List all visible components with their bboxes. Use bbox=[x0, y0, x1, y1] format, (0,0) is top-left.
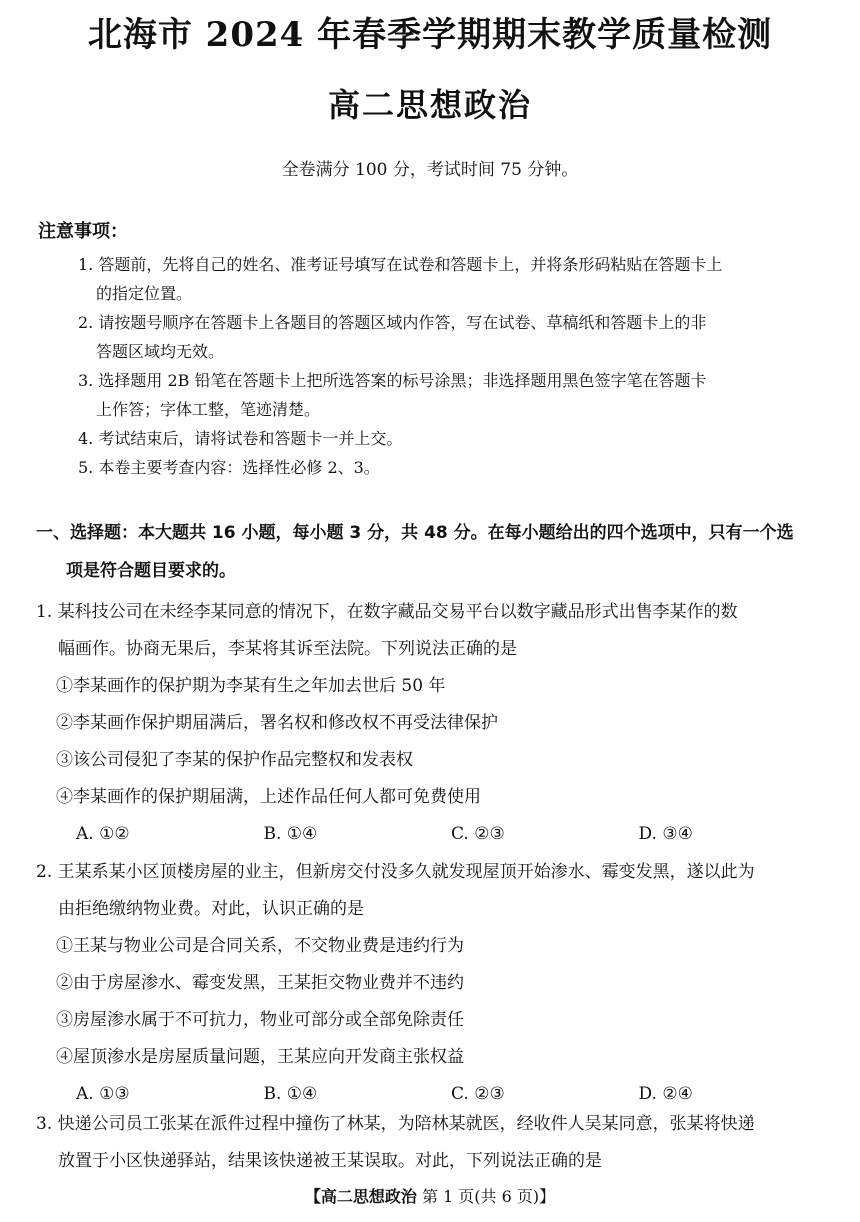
question-option: ③该公司侵犯了李某的保护作品完整权和发表权 bbox=[56, 750, 413, 770]
question-3 bbox=[36, 1106, 826, 1180]
notice-item bbox=[78, 308, 828, 366]
question-stem-cont: 幅画作。协商无果后，李某将其诉至法院。下列说法正确的是 bbox=[58, 639, 517, 659]
subject-title: 高二思想政治 bbox=[327, 86, 532, 124]
choice-d: D. ③④ bbox=[638, 824, 693, 844]
choice-b: B. ①④ bbox=[263, 1084, 318, 1104]
notice-line-cont: 的指定位置。 bbox=[96, 284, 193, 303]
notice-line-cont: 答题区域均无效。 bbox=[96, 342, 225, 361]
exam-title: 北海市 2024 年春季学期期末教学质量检测 bbox=[87, 15, 773, 55]
choice-a: A. ①② bbox=[76, 824, 130, 844]
notice-line: 3. 选择题用 2B 铅笔在答题卡上把所选答案的标号涂黑；非选择题用黑色签字笔在答题卡 bbox=[78, 371, 707, 390]
section-line-cont: 项是符合题目要求的。 bbox=[66, 561, 236, 581]
exam-meta: 全卷满分 100 分，考试时间 75 分钟。 bbox=[281, 160, 579, 180]
section-line: 一、选择题：本大题共 16 小题，每小题 3 分，共 48 分。在每小题给出的四个选项中，只有一个选 bbox=[36, 523, 794, 543]
question-option: ④李某画作的保护期届满，上述作品任何人都可免费使用 bbox=[56, 787, 481, 807]
choice-c: C. ②③ bbox=[451, 824, 505, 844]
question-stem: 1. 某科技公司在未经李某同意的情况下，在数字藏品交易平台以数字藏品形式出售李某作的数 bbox=[36, 602, 738, 622]
notice-item bbox=[78, 424, 828, 453]
choice-a: A. ①③ bbox=[76, 1084, 130, 1104]
question-option: ②由于房屋渗水、霉变发黑，王某拒交物业费并不违约 bbox=[56, 973, 464, 993]
footer-page: 第 1 页(共 6 页)】 bbox=[421, 1187, 556, 1206]
question-option: ②李某画作保护期届满后，署名权和修改权不再受法律保护 bbox=[56, 713, 498, 733]
question-stem-cont: 放置于小区快递驿站，结果该快递被王某误取。对此，下列说法正确的是 bbox=[58, 1151, 602, 1171]
question-1 bbox=[36, 594, 826, 853]
question-option: ④屋顶渗水是房屋质量问题，王某应向开发商主张权益 bbox=[56, 1047, 464, 1067]
notice-line: 2. 请按题号顺序在答题卡上各题目的答题区域内作答，写在试卷、草稿纸和答题卡上的非 bbox=[78, 313, 707, 332]
answer-choices bbox=[36, 816, 826, 853]
question-option: ①王某与物业公司是合同关系，不交物业费是违约行为 bbox=[56, 936, 464, 956]
section-heading bbox=[36, 514, 826, 590]
question-option: ③房屋渗水属于不可抗力，物业可部分或全部免除责任 bbox=[56, 1010, 464, 1030]
choice-c: C. ②③ bbox=[451, 1084, 505, 1104]
choice-d: D. ②④ bbox=[638, 1084, 693, 1104]
notice-item bbox=[78, 366, 828, 424]
notice-heading: 注意事项： bbox=[38, 221, 128, 242]
notice-item bbox=[78, 453, 828, 482]
notice-line: 4. 考试结束后，请将试卷和答题卡一并上交。 bbox=[78, 429, 403, 448]
notice-item bbox=[78, 250, 828, 308]
question-stem: 3. 快递公司员工张某在派件过程中撞伤了林某，为陪林某就医，经收件人吴某同意，张某将快递 bbox=[36, 1114, 755, 1134]
question-stem: 2. 王某系某小区顶楼房屋的业主，但新房交付没多久就发现屋顶开始渗水、霉变发黑，遂以此为 bbox=[36, 862, 755, 882]
notice-line: 1. 答题前，先将自己的姓名、准考证号填写在试卷和答题卡上，并将条形码粘贴在答题卡上 bbox=[78, 255, 723, 274]
question-option: ①李某画作的保护期为李某有生之年加去世后 50 年 bbox=[56, 676, 446, 696]
notice-list bbox=[78, 250, 828, 482]
question-stem-cont: 由拒绝缴纳物业费。对此，认识正确的是 bbox=[58, 899, 364, 919]
page-footer bbox=[0, 1184, 860, 1210]
notice-line-cont: 上作答；字体工整，笔迹清楚。 bbox=[96, 400, 321, 419]
notice-line: 5. 本卷主要考查内容：选择性必修 2、3。 bbox=[78, 458, 380, 477]
choice-b: B. ①④ bbox=[263, 824, 318, 844]
question-2 bbox=[36, 854, 826, 1113]
footer-subject: 【高二思想政治 bbox=[304, 1187, 417, 1206]
